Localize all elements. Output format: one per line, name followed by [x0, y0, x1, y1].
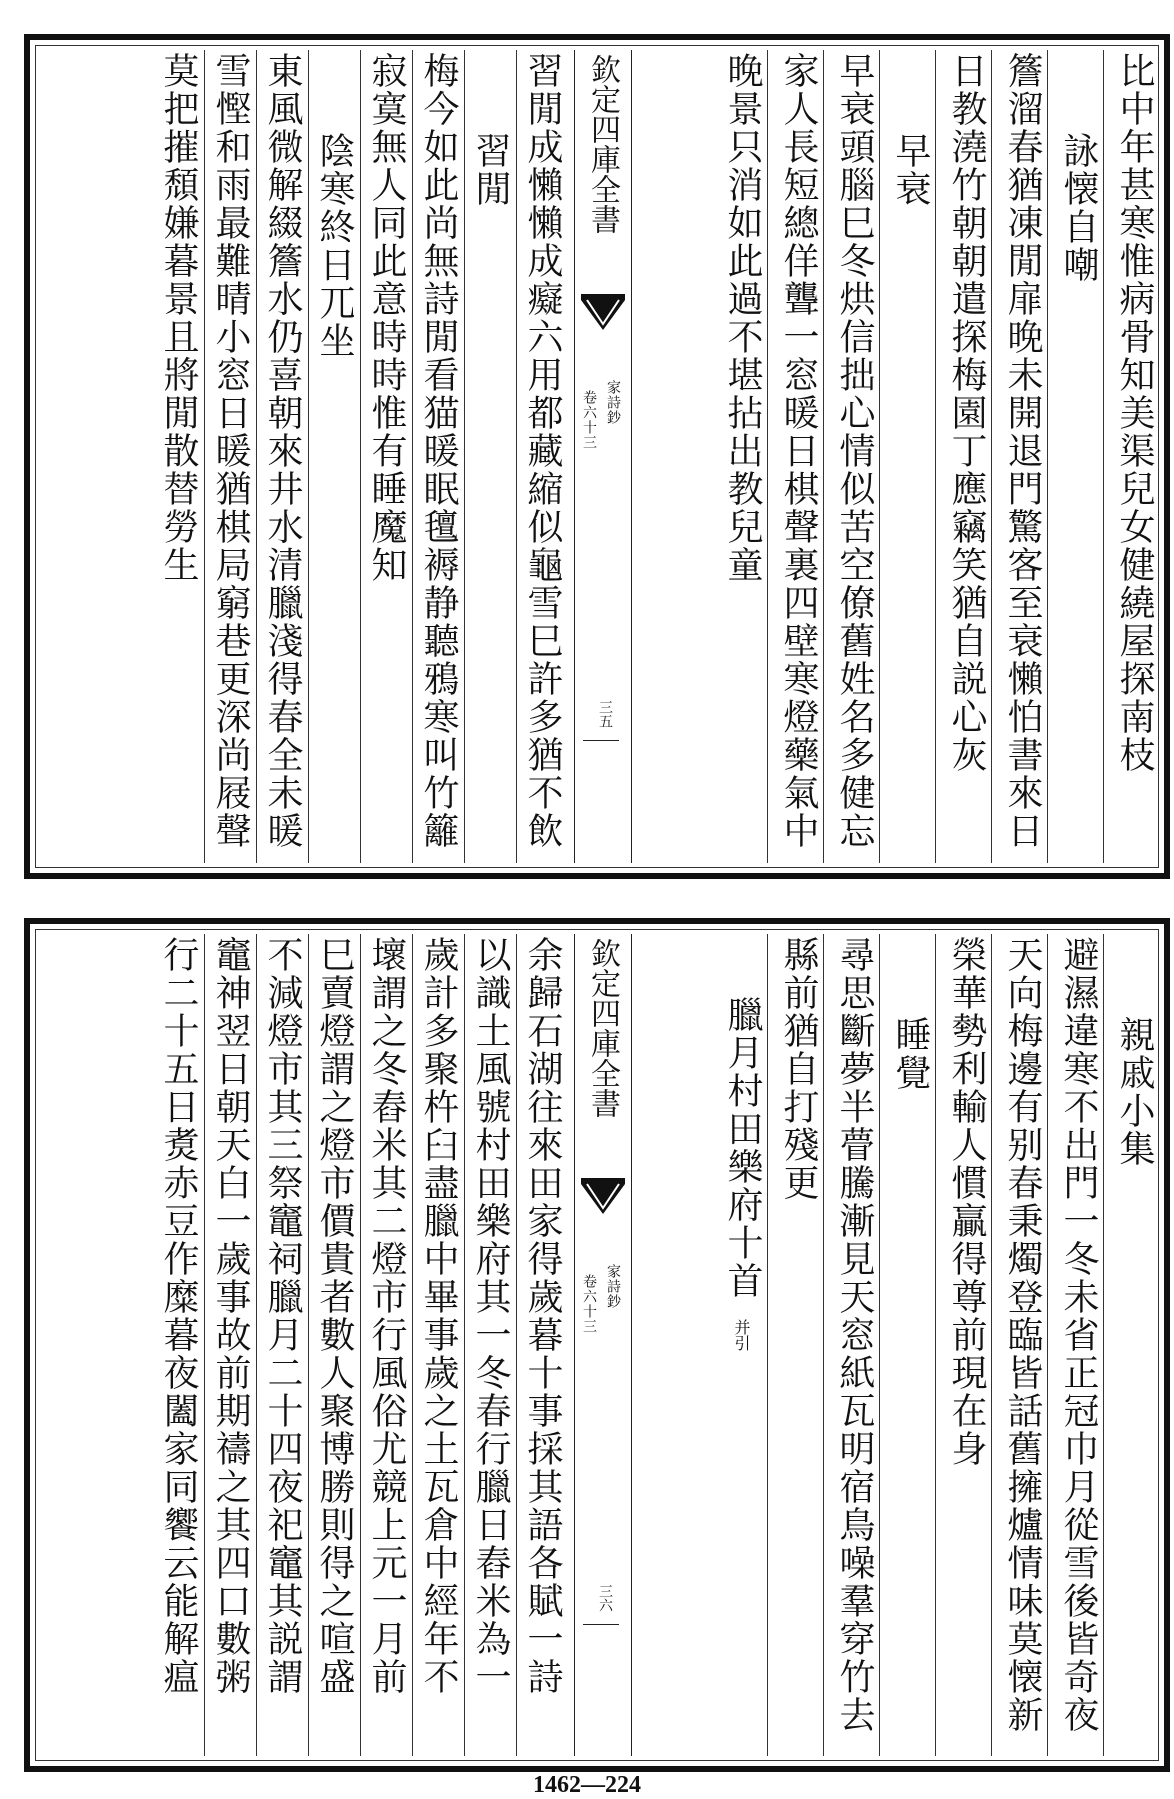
column-rule [1047, 934, 1048, 1756]
fish-tail-mark-icon [579, 1174, 627, 1234]
text-column: 簷溜春猶凍閒扉晚未開退門驚客至衰懶怕書來日 [1002, 52, 1043, 850]
poem-title: 臘月村田樂府十首 [722, 996, 763, 1300]
text-column: 日教澆竹朝朝遣探梅園丁應竊笑猶自説心灰 [946, 52, 987, 774]
column-rule [412, 50, 413, 863]
column-rule [767, 50, 768, 863]
column-rule [1103, 50, 1104, 863]
column-rule [464, 50, 465, 863]
column-rule [935, 50, 936, 863]
text-column: 歲計多聚杵臼盡臘中畢事歲之土瓦倉中經年不 [418, 936, 459, 1696]
folio-number: 三五 [597, 700, 613, 728]
text-column: 天向梅邊有别春秉燭登臨皆話舊擁爐情味莫懐新 [1002, 936, 1043, 1734]
volume-number: 卷六十三 [581, 1274, 597, 1334]
text-column: 尋思斷夢半瞢騰漸見天窓紙瓦明宿鳥噪羣穿竹去 [834, 936, 875, 1734]
poem-title: 習閒 [470, 132, 511, 208]
column-rule [204, 934, 205, 1756]
text-column: 早衰頭腦巳冬烘信拙心情似苦空僚舊姓名多健忘 [834, 52, 875, 850]
poem-title: 睡覺 [890, 1016, 931, 1092]
column-rule [256, 50, 257, 863]
text-column: 莫把摧頹嫌暮景且將閒散替勞生 [158, 52, 199, 584]
text-column: 晚景只消如此過不堪拈出教兒童 [722, 52, 763, 584]
text-column: 避濕違寒不出門一冬未省正冠巾月從雪後皆奇夜 [1058, 936, 1099, 1734]
upper-page-panel [24, 34, 1170, 879]
column-rule [935, 934, 936, 1756]
text-column: 寂寞無人同此意時時惟有睡魔知 [366, 52, 407, 584]
column-rule [823, 934, 824, 1756]
text-column: 榮華勢利輸人慣贏得尊前現在身 [946, 936, 987, 1468]
text-column: 行二十五日煑赤豆作糜暮夜闔家同饗云能解瘟 [158, 936, 199, 1696]
annotation-note: 并引 [732, 1319, 751, 1351]
text-column: 巳賣燈謂之燈市價貴者數人聚博勝則得之喧盛 [314, 936, 355, 1696]
column-rule [516, 50, 517, 863]
poem-title: 陰寒終日兀坐 [314, 132, 355, 360]
column-rule [1103, 934, 1104, 1756]
column-rule [879, 50, 880, 863]
book-title: 家詩鈔 [605, 1264, 621, 1309]
column-rule [360, 934, 361, 1756]
collection-header: 欽定四庫全書 [585, 938, 620, 1118]
column-rule [412, 934, 413, 1756]
text-column: 梅今如此尚無詩閒看猫暖眠氊褥静聽鴉寒叫竹籬 [418, 52, 459, 850]
column-rule [308, 934, 309, 1756]
column-rule [516, 934, 517, 1756]
text-column: 竈神翌日朝天白一歲事故前期禱之其四口數粥 [210, 936, 251, 1696]
column-rule [256, 934, 257, 1756]
center-fold [574, 50, 632, 863]
text-column: 雪慳和雨最難晴小窓日暖猶棋局窮巷更深尚屐聲 [210, 52, 251, 850]
center-fold [574, 934, 632, 1756]
text-column: 不減燈市其三祭竈祠臘月二十四夜祀竈其説謂 [262, 936, 303, 1696]
poem-title: 早衰 [890, 132, 931, 208]
page-reference-number: 1462—224 [533, 1772, 641, 1798]
column-rule [204, 50, 205, 863]
column-rule [360, 50, 361, 863]
column-rule [879, 934, 880, 1756]
fish-tail-mark-icon [579, 290, 627, 350]
text-column: 壞謂之冬舂米其二燈市行風俗尤競上元一月前 [366, 936, 407, 1696]
column-rule [991, 934, 992, 1756]
column-rule [1047, 50, 1048, 863]
column-rule [767, 934, 768, 1756]
text-column: 習閒成懶懶成癡六用都藏縮似龜雪巳許多猶不飲 [522, 52, 563, 850]
book-title: 家詩鈔 [605, 380, 621, 425]
column-rule [823, 50, 824, 863]
folio-number: 三六 [597, 1584, 613, 1612]
text-column: 縣前猶自打殘更 [778, 936, 819, 1202]
poem-title: 親戚小集 [1114, 1016, 1155, 1168]
folio-rule [583, 740, 619, 741]
poem-title: 詠懐自嘲 [1058, 132, 1099, 284]
folio-rule [583, 1624, 619, 1625]
volume-number: 卷六十三 [581, 390, 597, 450]
text-column: 以識土風號村田樂府其一冬春行臘日舂米為一 [470, 936, 511, 1696]
collection-header: 欽定四庫全書 [585, 54, 620, 234]
text-column: 家人長短總佯聾一窓暖日棋聲裏四壁寒燈藥氣中 [778, 52, 819, 850]
text-column: 比中年甚寒惟病骨知美渠兒女健繞屋探南枝 [1114, 52, 1155, 774]
text-column: 余歸石湖往來田家得歲暮十事採其語各賦一詩 [522, 936, 563, 1696]
column-rule [308, 50, 309, 863]
text-column: 東風微解綴簷水仍喜朝來井水清臘淺得春全未暖 [262, 52, 303, 850]
lower-page-panel [24, 918, 1170, 1772]
column-rule [991, 50, 992, 863]
column-rule [464, 934, 465, 1756]
